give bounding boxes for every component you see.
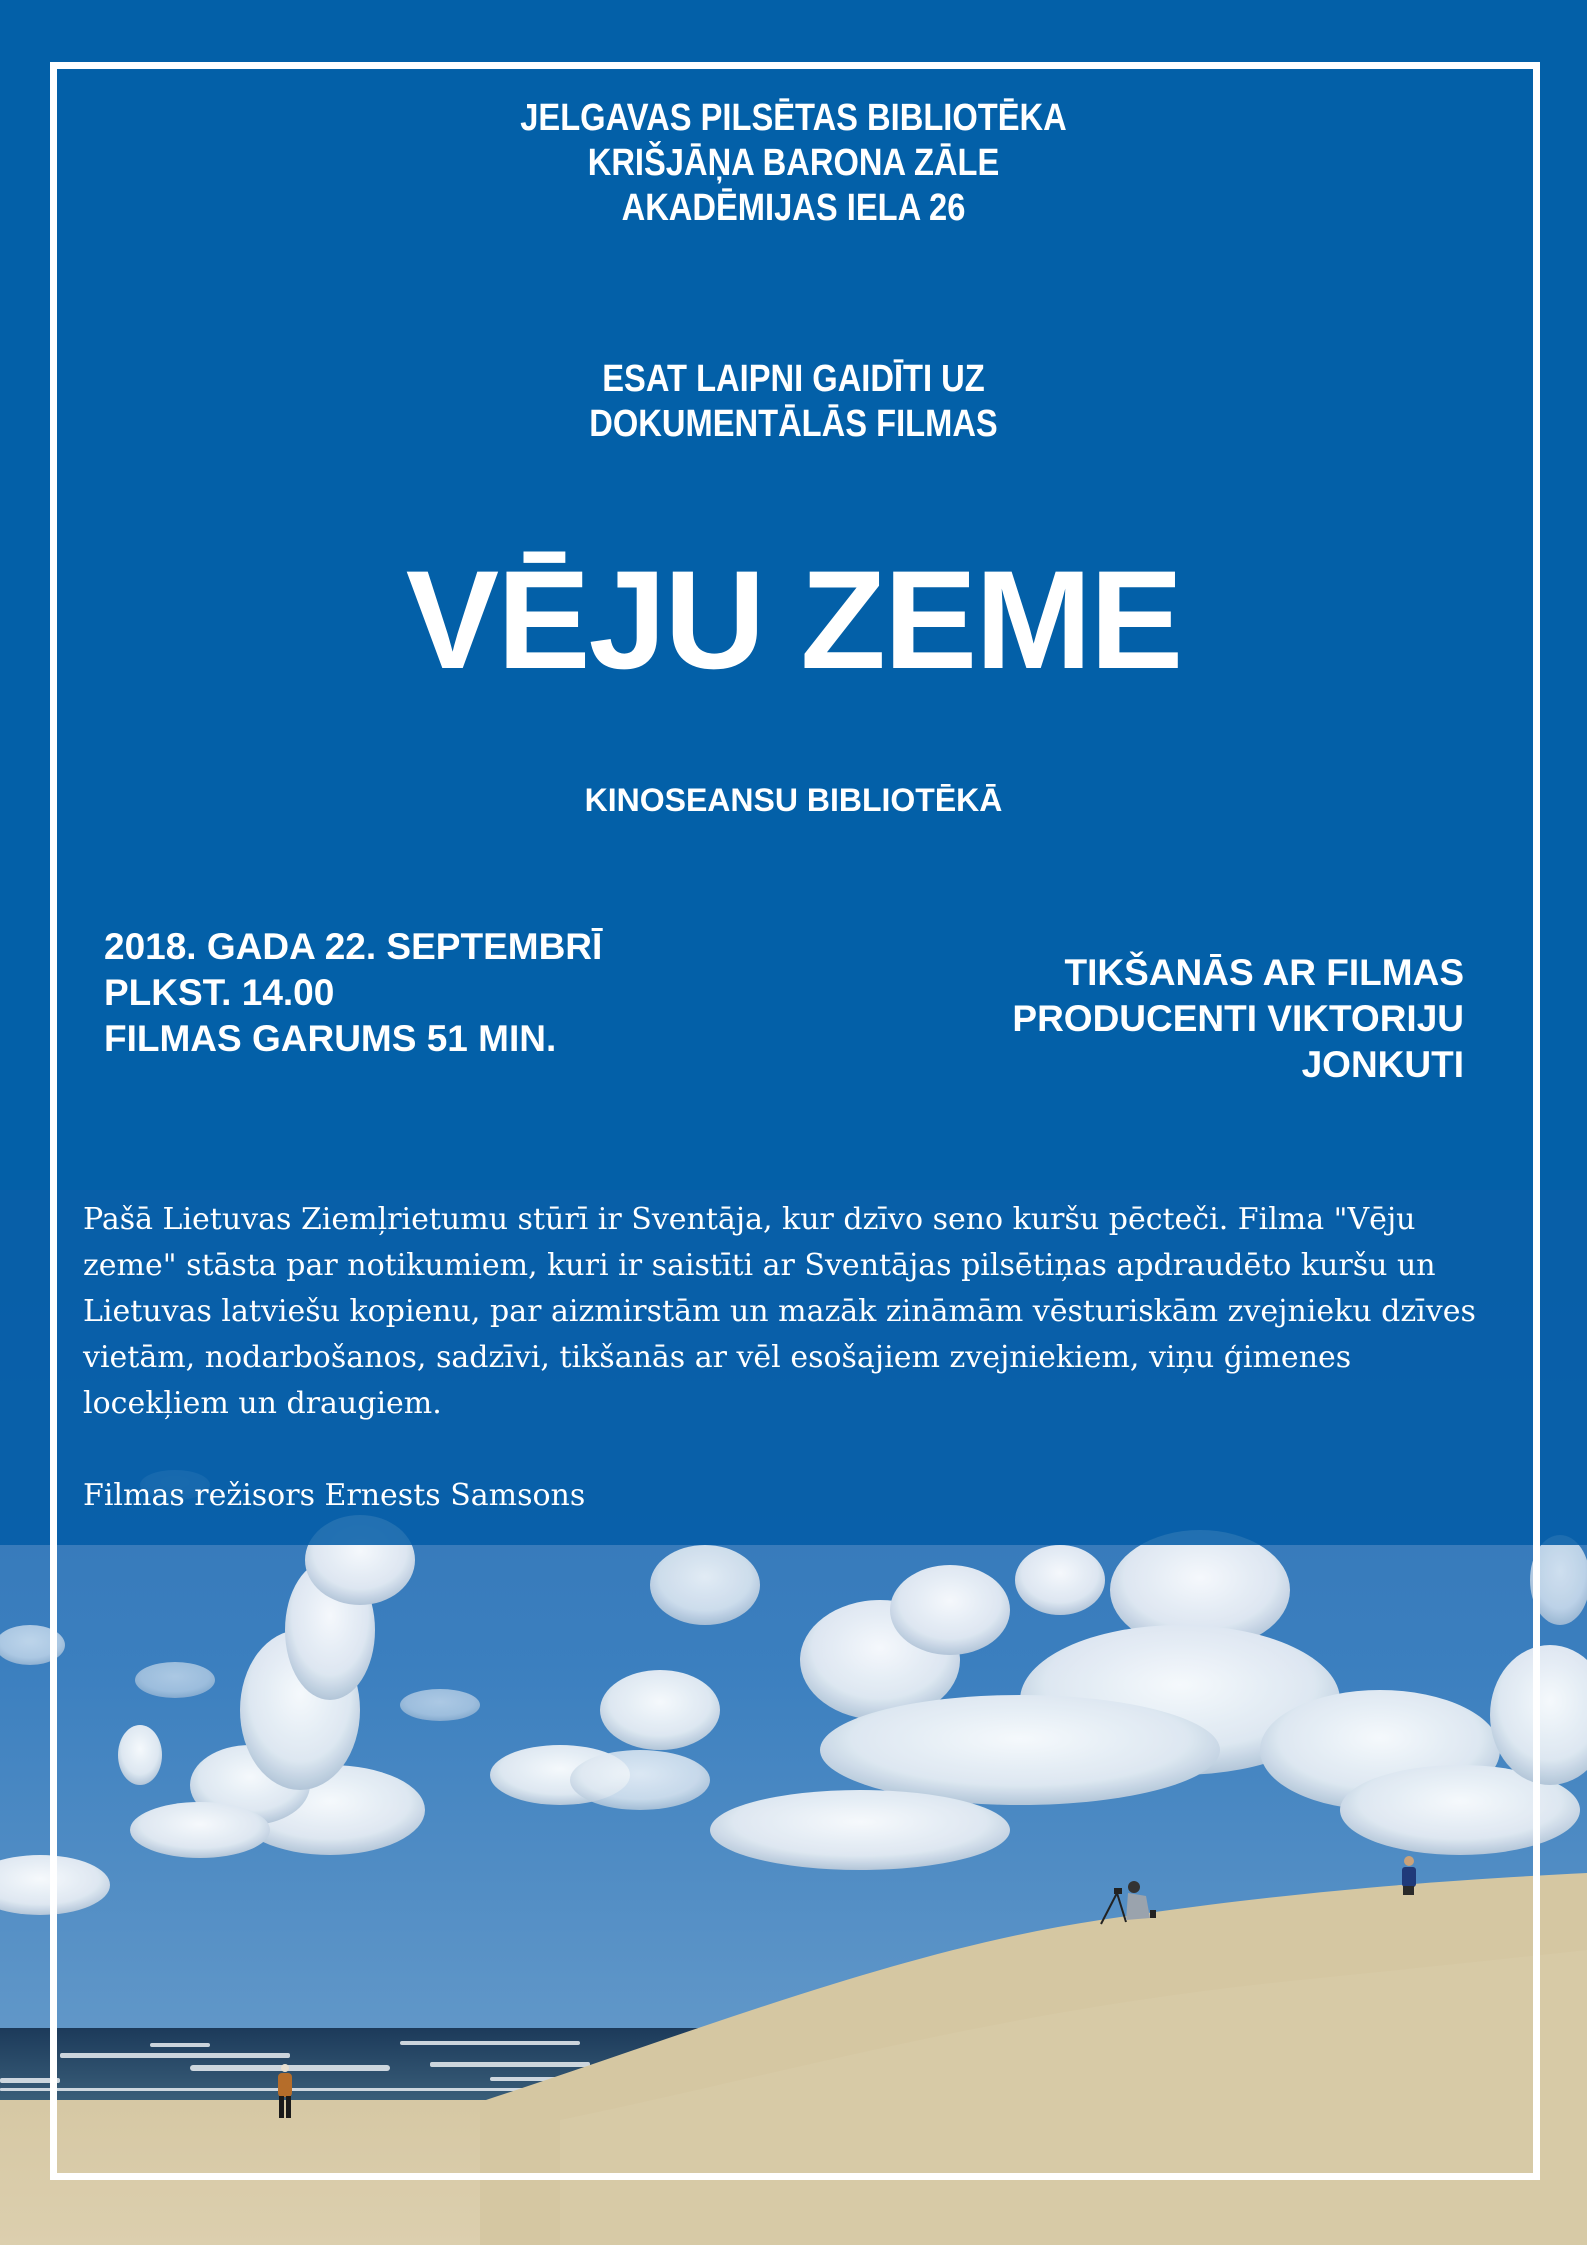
meeting-line-2: PRODUCENTI VIKTORIJU (1012, 998, 1464, 1039)
event-date: 2018. GADA 22. SEPTEMBRĪ (104, 926, 603, 967)
meeting-line-3: JONKUTI (1301, 1044, 1464, 1085)
event-time: PLKST. 14.00 (104, 972, 335, 1013)
venue-address: AKADĒMIJAS IELA 26 (621, 187, 966, 229)
event-subtitle: KINOSEANSU BIBLIOTĒKĀ (584, 782, 1003, 818)
welcome-block (111, 357, 1476, 447)
welcome-line-2: DOKUMENTĀLĀS FILMAS (589, 403, 998, 445)
welcome-line-1: ESAT LAIPNI GAIDĪTI UZ (602, 358, 985, 400)
event-details (104, 924, 602, 1062)
producer-meeting (1012, 950, 1464, 1088)
meeting-line-1: TIKŠANĀS AR FILMAS (1064, 952, 1464, 993)
venue-library-name: JELGAVAS PILSĒTAS BIBLIOTĒKA (520, 97, 1067, 139)
venue-hall-name: KRIŠJĀŅA BARONA ZĀLE (587, 142, 1000, 184)
film-title: VĒJU ZEME (405, 541, 1182, 698)
person-standing (1402, 1856, 1416, 1895)
film-description (83, 1197, 1503, 1519)
film-duration: FILMAS GARUMS 51 MIN. (104, 1018, 557, 1059)
director-credit: Filmas režisors Ernests Samsons (83, 1478, 586, 1513)
description-paragraph: Pašā Lietuvas Ziemļrietumu stūrī ir Sventāja, kur dzīvo seno kuršu pēcteči. Filma "Vēju zeme" stāsta par notikumiem, kuri ir saistīti ar Sventājas pilsētiņas apdraudēto kuršu un Lietuvas latviešu kopienu, par aizmirstām un mazāk zināmām vēsturiskām zvejnieku dzīves vietām, nodarbošanos, sadzīvi, tikšanās ar vēl esošajiem zvejniekiem, viņu ģimenes locekļiem un draugiem. (83, 1202, 1476, 1421)
person-photographer (1101, 1881, 1156, 1924)
venue-block (111, 96, 1476, 231)
